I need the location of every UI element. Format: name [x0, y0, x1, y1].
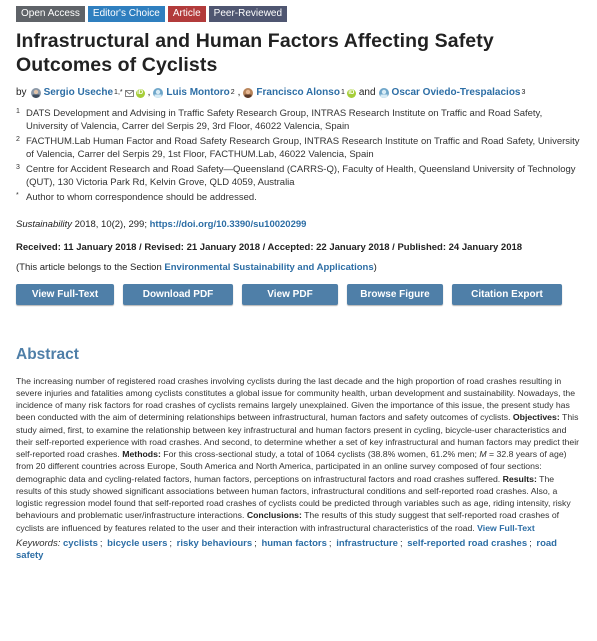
- keyword-link[interactable]: cyclists: [63, 537, 98, 549]
- keyword-link[interactable]: risky behaviours: [176, 537, 253, 549]
- citation-line: [16, 218, 581, 231]
- doi-link[interactable]: https://doi.org/10.3390/su10020299: [149, 218, 307, 230]
- article-page: [16, 6, 581, 563]
- objectives-label: Objectives:: [512, 412, 560, 423]
- view-full-text-button[interactable]: View Full-Text: [16, 284, 114, 305]
- author-alonso[interactable]: Francisco Alonso 1 iD: [243, 86, 355, 100]
- abstract-heading: Abstract: [16, 345, 79, 363]
- view-full-text-link[interactable]: View Full-Text: [477, 522, 535, 533]
- author-separator: ,: [237, 87, 241, 98]
- results-text: The results of this study showed significant associations between human factors, infrastructural conditions and self-reported road crashes. Also, a logistic regression model found that self-reported road crashes of cyclists could be predicted through variables such as age, riding intensity, risky behaviours and problematic user/infrastructure interactions.: [16, 473, 571, 521]
- article-title: [16, 29, 581, 77]
- email-icon[interactable]: [125, 90, 134, 97]
- methods-label: Methods:: [122, 449, 161, 459]
- author-name[interactable]: Luis Montoro: [166, 87, 230, 98]
- keyword-link[interactable]: human factors: [261, 537, 327, 549]
- methods-text-a: For this cross-sectional study, a total of 1064 cyclists (38.8% women, 61.2% men;: [160, 449, 480, 459]
- badge-row: [16, 6, 581, 22]
- author-oviedo[interactable]: Oscar Oviedo-Trespalacios 3: [379, 86, 526, 100]
- citation-details: 2018, 10(2), 299;: [71, 218, 150, 230]
- author-avatar-icon: [379, 88, 389, 98]
- methods-text-b: = 32.8 years of age) from 20 different countries across Europe, South America and North America, participated in an online survey composed of four sections: demographic data and cycling-related factors, human factors, perceptions on infrastructural factors and road crashes suffered.: [16, 449, 567, 484]
- affiliation-item: [16, 164, 581, 189]
- abstract-intro: The increasing number of registered road crashes involving cyclists during the last decade and the high proportion of road crashes resulting in severe injuries and fatalities among cyclists constitutes a global issue for community health, urban development and sustainability. Nowadays, the incidence of many risk factors for road crashes of cyclists remains largely unexplained. Given the importance of this issue, the present study has been conducted with the aim of determining relationships between infrastructural, human factors and safety outcomes of cyclists.: [16, 375, 576, 423]
- keyword-separator: ;: [399, 537, 403, 549]
- journal-name: Sustainability: [16, 218, 72, 230]
- keyword-separator: ;: [328, 537, 332, 549]
- author-avatar-icon: [153, 88, 163, 98]
- keyword-link[interactable]: road safety: [16, 537, 557, 562]
- section-link[interactable]: Environmental Sustainability and Applications: [164, 261, 374, 273]
- author-avatar-icon: [243, 88, 253, 98]
- author-name[interactable]: Oscar Oviedo-Trespalacios: [391, 87, 521, 98]
- section-note-prefix: (This article belongs to the Section: [16, 261, 165, 273]
- affiliation-number: 2: [16, 136, 20, 143]
- section-note-suffix: ): [373, 261, 377, 273]
- badge-article: Article: [168, 6, 206, 22]
- keyword-separator: ;: [529, 537, 532, 549]
- affiliation-text: Author to whom correspondence should be addressed.: [26, 192, 257, 203]
- affiliation-item: [16, 192, 581, 205]
- affiliation-item: [16, 136, 581, 161]
- badge-peer-reviewed[interactable]: Peer-Reviewed: [209, 6, 287, 22]
- affiliation-number: 3: [16, 164, 20, 171]
- keywords-label: Keywords:: [16, 537, 61, 549]
- affiliation-text: FACTHUM.Lab Human Factor and Road Safety Research Group, INTRAS Research Institute on Traffic and Road Safety, University of Valencia, Carrer del Serpis 29, 1st Floor, FACTHUM.Lab, 46022 Valencia, Spain: [26, 136, 580, 160]
- conclusions-label: Conclusions:: [246, 510, 302, 521]
- author-name[interactable]: Francisco Alonso: [256, 87, 340, 98]
- keyword-link[interactable]: self-reported road crashes: [407, 537, 528, 549]
- author-montoro[interactable]: Luis Montoro 2: [153, 86, 234, 100]
- orcid-icon[interactable]: iD: [348, 89, 355, 96]
- browse-figure-button[interactable]: Browse Figure: [347, 284, 443, 305]
- methods-mean-symbol: M: [479, 449, 487, 459]
- results-label: Results:: [502, 473, 537, 484]
- affiliation-number: 1: [16, 108, 20, 115]
- badge-editors-choice[interactable]: Editor's Choice: [88, 6, 165, 22]
- section-note: [16, 261, 581, 274]
- keyword-separator: ;: [254, 537, 257, 549]
- affiliation-text: Centre for Accident Research and Road Safety—Queensland (CARRS-Q), Faculty of Health, Queensland University of Technology (QUT), 130 Victoria Park Rd, Kelvin Grove, QLD 4059, Australia: [26, 164, 576, 188]
- conclusions-text: The results of this study suggest that self-reported road crashes of cyclists are influenced by features related to the user and their interaction with infrastructural characteristics of the road.: [16, 510, 560, 533]
- author-and: and: [358, 87, 376, 98]
- keyword-separator: ;: [99, 537, 103, 549]
- keyword-link[interactable]: infrastructure: [336, 537, 398, 549]
- abstract-body: [16, 375, 581, 534]
- author-avatar-icon: [31, 88, 41, 98]
- keywords: [16, 538, 581, 563]
- badge-open-access[interactable]: Open Access: [16, 6, 85, 22]
- citation-export-button[interactable]: Citation Export: [452, 284, 562, 305]
- affiliation-item: [16, 108, 581, 133]
- keyword-separator: ;: [169, 537, 173, 549]
- affiliation-list: [16, 108, 581, 205]
- title-line-2: Outcomes of Cyclists: [16, 54, 218, 76]
- action-buttons: [16, 284, 581, 305]
- publication-dates: Received: 11 January 2018 / Revised: 21 January 2018 / Accepted: 22 January 2018 / Published: 24 January 2018: [16, 241, 523, 253]
- author-separator: ,: [147, 87, 151, 98]
- orcid-icon[interactable]: iD: [137, 89, 144, 96]
- title-line-1: Infrastructural and Human Factors Affecting Safety: [16, 30, 494, 52]
- author-useche[interactable]: Sergio Useche 1,* iD: [31, 86, 145, 100]
- keyword-link[interactable]: bicycle users: [107, 537, 168, 549]
- affiliation-number: *: [16, 192, 19, 199]
- by-label: by: [16, 87, 27, 98]
- author-name[interactable]: Sergio Useche: [43, 87, 114, 98]
- objectives-text: This study aimed, first, to examine the relationship between key infrastructural and human factors present in cycling, bicycle-user characteristics and their self-reported experience with road crashes. And second, to determine whether a set of key infrastructural and human factors may predict their self-reported road crashes.: [16, 412, 580, 459]
- affiliation-text: DATS Development and Advising in Traffic Safety Research Group, INTRAS Research Institute on Traffic and Road Safety, University of Valencia, Carrer del Serpis 29, 3rd Floor, 46022 Valencia, Spain: [26, 108, 543, 132]
- view-pdf-button[interactable]: View PDF: [242, 284, 338, 305]
- author-list: [16, 86, 581, 100]
- download-pdf-button[interactable]: Download PDF: [123, 284, 233, 305]
